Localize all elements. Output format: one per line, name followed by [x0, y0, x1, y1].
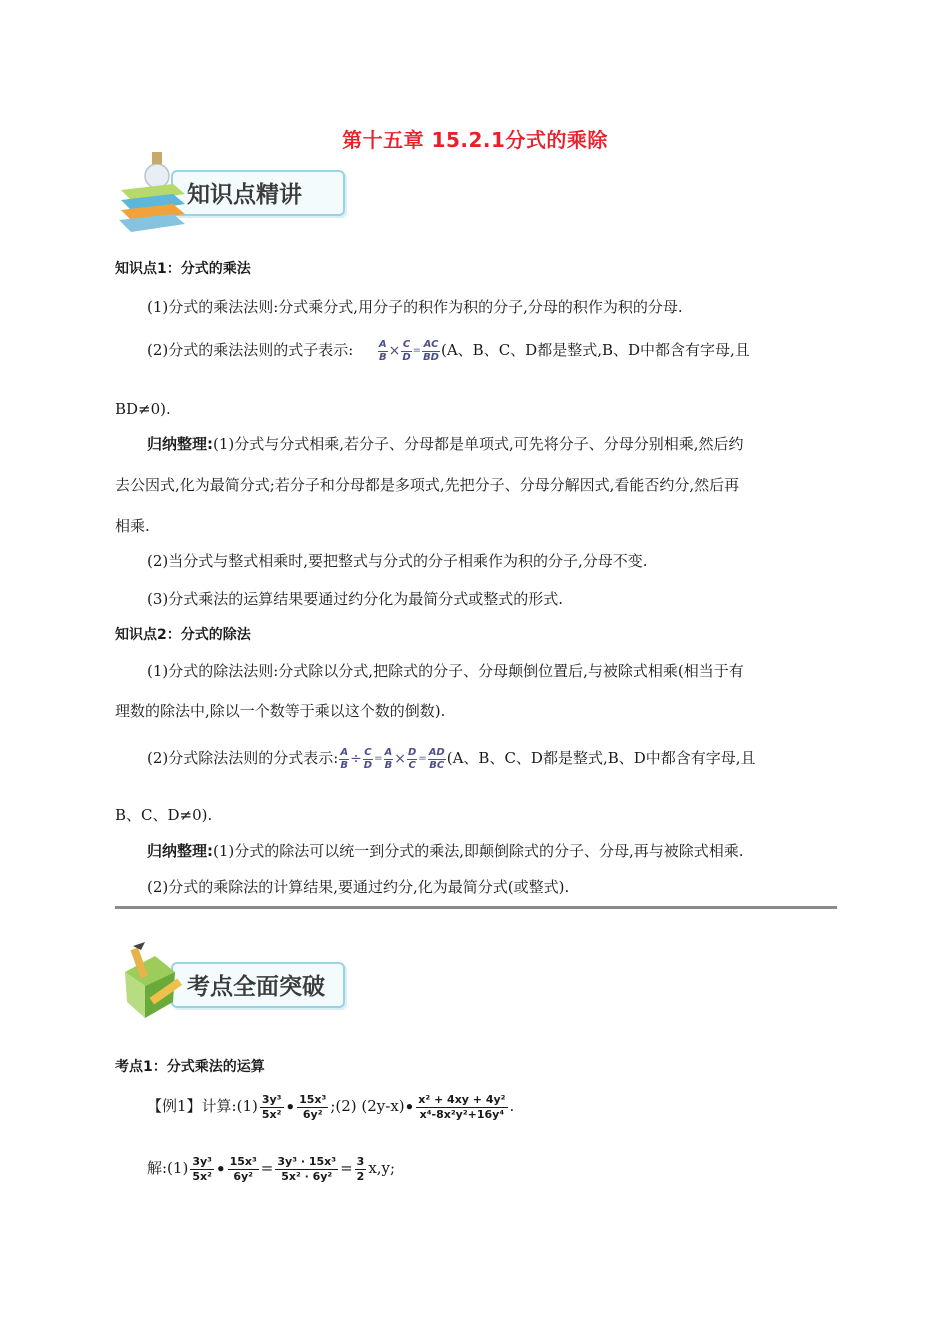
frac-denominator: 6y²	[233, 1169, 253, 1183]
frac-numerator: 15x³	[229, 1154, 257, 1168]
frac-denominator: B	[378, 351, 387, 363]
times-symbol: ×	[394, 751, 406, 767]
kp1-rule1: (1)分式的乘法法则:分式乘分式,用分子的积作为积的分子,分母的积作为积的分母.	[147, 298, 683, 316]
frac-numerator: A	[340, 746, 349, 758]
frac-denominator: B	[340, 759, 348, 771]
frac-numerator: C	[364, 746, 372, 758]
frac-numerator: AD	[428, 746, 445, 758]
solution-fraction-result	[355, 1155, 367, 1184]
frac-denominator: 5x² · 6y²	[281, 1169, 333, 1183]
frac-numerator: 3y³	[192, 1154, 212, 1168]
kp2-rule2	[147, 738, 756, 779]
kp2-rule1-line2: 理数的除法中,除以一个数等于乘以这个数的倒数).	[115, 702, 446, 720]
formula-fraction-ad-bc	[428, 747, 446, 772]
exam1-heading: 考点1：分式乘法的运算	[115, 1059, 265, 1075]
frac-numerator: x² + 4xy + 4y²	[418, 1092, 506, 1106]
example-fraction-1	[260, 1093, 284, 1122]
solution-fraction-combined	[275, 1155, 338, 1184]
frac-numerator: C	[402, 338, 411, 350]
multiply-dot: •	[215, 1160, 226, 1178]
kp2-rule2-continued: B、C、D≠0).	[115, 806, 213, 824]
multiply-dot: •	[285, 1098, 296, 1116]
formula-fraction-a-b	[378, 339, 388, 364]
kp1-rule2-suffix: (A、B、C、D都是整式,B、D中都含有字母,且	[441, 341, 750, 359]
frac-numerator: D	[407, 746, 417, 758]
page-title: 第十五章 15.2.1分式的乘除	[342, 128, 608, 152]
frac-numerator: AC	[423, 338, 439, 350]
frac-denominator: B	[384, 759, 393, 771]
formula-fraction-ac-bd	[422, 339, 440, 364]
equals-symbol: =	[374, 753, 383, 764]
equals-sign: =	[260, 1159, 274, 1177]
pencil-hat-icon	[115, 942, 195, 1026]
frac-denominator: C	[408, 759, 416, 771]
example-middle-text: ;(2) (2y-x)	[330, 1097, 405, 1115]
frac-denominator: x⁴-8x²y²+16y⁴	[419, 1107, 505, 1121]
divide-symbol: ÷	[350, 751, 362, 767]
kp1-point2: (2)当分式与整式相乘时,要把整式与分式的分子相乘作为积的分子,分母不变.	[147, 552, 648, 570]
kp2-rule2-prefix: (2)分式除法法则的分式表示:	[147, 749, 339, 767]
summary-text: (1)分式的除法可以统一到分式的乘法,即颠倒除式的分子、分母,再与被除式相乘.	[213, 842, 744, 860]
frac-denominator: 2	[356, 1169, 365, 1183]
frac-denominator: 5x²	[192, 1169, 212, 1183]
kp2-rule1-line1: (1)分式的除法法则:分式除以分式,把除式的分子、分母颠倒位置后,与被除式相乘(相当于有	[147, 662, 744, 680]
frac-numerator: A	[378, 338, 387, 350]
frac-denominator: BD	[423, 351, 439, 363]
frac-denominator: 5x²	[261, 1107, 282, 1121]
kp1-point3: (3)分式乘法的运算结果要通过约分化为最简分式或整式的形式.	[147, 590, 564, 608]
formula-fraction-c-d	[363, 747, 373, 772]
banner-label: 考点全面突破	[187, 974, 325, 1000]
formula-fraction-a-b	[384, 747, 394, 772]
example-label: 【例1】计算:(1)	[147, 1097, 258, 1115]
example-end: .	[509, 1097, 515, 1115]
formula-fraction-c-d	[401, 339, 411, 364]
section-banner-knowledge	[115, 150, 345, 230]
frac-denominator: 6y²	[302, 1107, 323, 1121]
section-banner-exam	[115, 942, 345, 1022]
example-fraction-2	[297, 1093, 328, 1122]
kp1-rule2-prefix: (2)分式的乘法法则的式子表示:	[147, 341, 354, 359]
formula-fraction-d-c	[407, 747, 417, 772]
kp1-heading: 知识点1：分式的乘法	[115, 261, 251, 277]
solution-fraction-2	[228, 1155, 259, 1184]
kp1-summary-line1	[147, 433, 744, 455]
frac-denominator: D	[402, 351, 411, 363]
frac-numerator: 3y³	[261, 1092, 282, 1106]
solution-result-tail: x,y;	[368, 1159, 396, 1177]
example-fraction-3	[416, 1093, 507, 1122]
kp1-summary-line2: 去公因式,化为最简分式;若分子和分母都是多项式,先把分子、分母分解因式,看能否约分,然后再	[115, 476, 740, 494]
kp2-heading: 知识点2：分式的除法	[115, 627, 251, 643]
kp2-rule2-suffix: (A、B、C、D都是整式,B、D中都含有字母,且	[446, 749, 756, 767]
summary-label: 归纳整理:	[147, 842, 213, 860]
summary-label: 归纳整理:	[147, 435, 213, 453]
equals-sign: =	[340, 1159, 353, 1177]
kp1-rule2	[147, 330, 750, 371]
equals-symbol: =	[412, 345, 422, 356]
summary-text: (1)分式与分式相乘,若分子、分母都是单项式,可先将分子、分母分别相乘,然后约	[213, 435, 744, 453]
frac-denominator: BC	[429, 759, 445, 771]
frac-denominator: D	[363, 759, 373, 771]
kp1-summary-line3: 相乘.	[115, 517, 150, 535]
multiply-dot: •	[404, 1098, 415, 1116]
solution-fraction-1	[190, 1155, 214, 1184]
lightbulb-books-icon	[115, 150, 195, 232]
section-divider	[115, 906, 837, 909]
frac-numerator: 15x³	[299, 1092, 327, 1106]
kp2-summary-line1	[147, 840, 744, 862]
kp2-summary-line2: (2)分式的乘除法的计算结果,要通过约分,化为最简分式(或整式).	[147, 878, 570, 896]
frac-numerator: A	[384, 746, 393, 758]
solution-1	[147, 1146, 395, 1191]
frac-numerator: 3	[356, 1154, 365, 1168]
frac-numerator: 3y³ · 15x³	[277, 1154, 337, 1168]
times-symbol: ×	[388, 343, 401, 359]
solution-label: 解:(1)	[147, 1159, 189, 1177]
formula-fraction-a-b	[339, 747, 349, 772]
kp1-rule2-continued: BD≠0).	[115, 400, 171, 418]
example-1	[147, 1084, 514, 1129]
banner-label: 知识点精讲	[187, 182, 302, 208]
equals-symbol: =	[418, 753, 427, 764]
